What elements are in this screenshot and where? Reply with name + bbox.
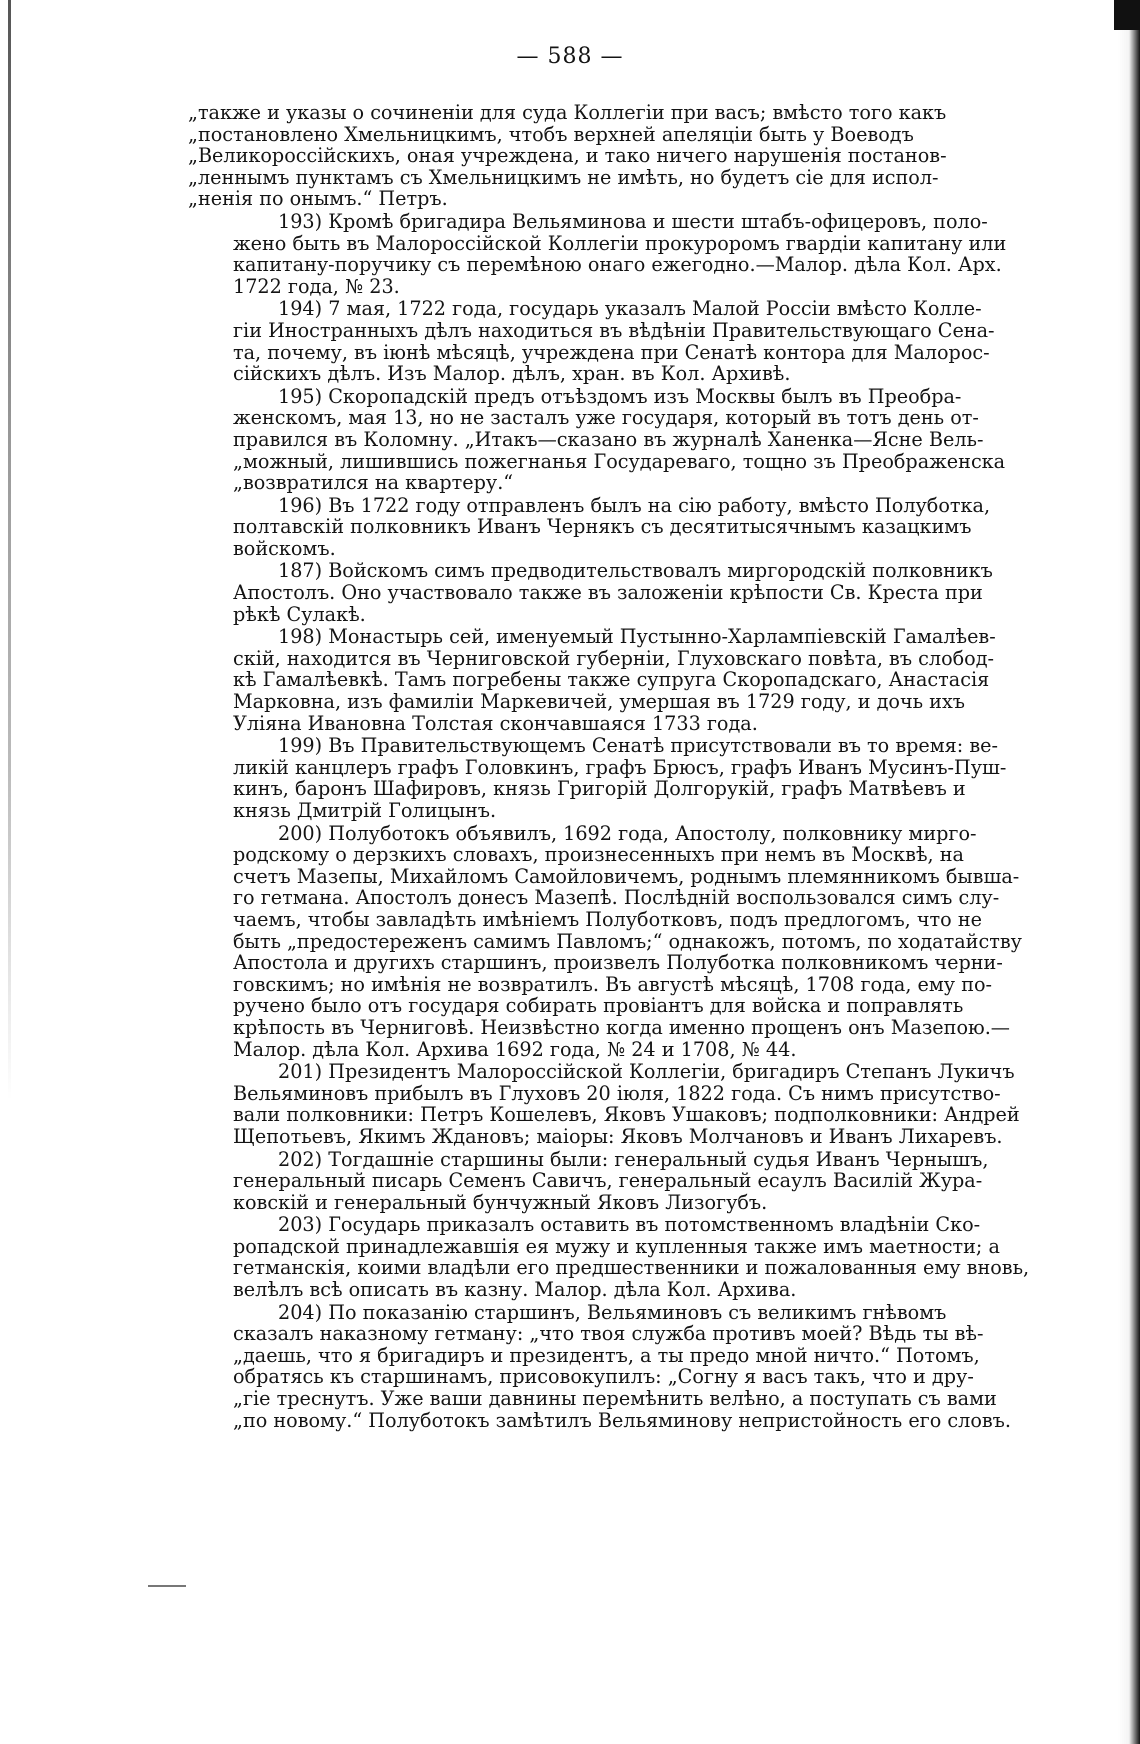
text-line: гетманскія, коими владѣли его предшественники и пожалованныя ему вновь, bbox=[233, 1256, 1030, 1280]
text-line: кѣ Гамалѣевкѣ. Тамъ погребены также супруга Скоропадскаго, Анастасія bbox=[233, 668, 990, 692]
text-line: крѣпость въ Черниговѣ. Неизвѣстно когда именно прощенъ онъ Мазепою.— bbox=[233, 1015, 1010, 1039]
scan-edge-left bbox=[8, 0, 11, 1100]
text-line: „Великороссійскихъ, оная учреждена, и тако ничего нарушенія постанов- bbox=[188, 144, 947, 168]
text-line: князь Дмитрій Голицынъ. bbox=[233, 799, 497, 822]
text-line: генеральный писарь Семенъ Савичъ, генеральный есаулъ Василій Жура- bbox=[233, 1169, 983, 1193]
text-line: родскому о дерзкихъ словахъ, произнесенныхъ при немъ въ Москвѣ, на bbox=[233, 843, 964, 867]
text-line: 195) Скоропадскій предъ отъѣздомъ изъ Москвы былъ въ Преобра- bbox=[278, 384, 962, 408]
footnote-198 bbox=[188, 626, 1069, 734]
text-line: „возвратился на квартеру.“ bbox=[233, 471, 514, 495]
text-line: рѣкѣ Сулакѣ. bbox=[233, 602, 366, 626]
text-line: 187) Войскомъ симъ предводительствовалъ миргородскій полковникъ bbox=[278, 559, 993, 583]
text-line: ручено было отъ государя собирать провіантъ для войска и поправлять bbox=[233, 994, 964, 1018]
text-line: гіи Иностранныхъ дѣлъ находиться въ вѣдѣніи Правительствующаго Сена- bbox=[233, 318, 995, 342]
page-number: — 588 — bbox=[516, 44, 624, 69]
text-line: Марковна, изъ фамиліи Маркевичей, умершая въ 1729 году, и дочь ихъ bbox=[233, 690, 966, 714]
footnote-202 bbox=[188, 1149, 1069, 1214]
text-line: правился въ Коломну. „Итакъ—сказано въ журналѣ Ханенка—Ясне Вель- bbox=[233, 427, 984, 451]
text-line: скій, находится въ Черниговской губерніи, Глуховскаго повѣта, въ слобод- bbox=[233, 646, 995, 670]
text-line: счетъ Мазепы, Михайломъ Самойловичемъ, роднымъ племянникомъ бывша- bbox=[233, 864, 1020, 888]
text-line: „можный, лишившись пожегнанья Государеваго, тощно зъ Преображенска bbox=[233, 449, 1006, 473]
text-line: 204) По показанію старшинъ, Вельяминовъ съ великимъ гнѣвомъ bbox=[278, 1300, 947, 1324]
text-line: быть „предостереженъ самимъ Павломъ;“ однакожъ, потомъ, по ходатайству bbox=[233, 929, 1022, 953]
text-line: та, почему, въ іюнѣ мѣсяцѣ, учреждена при Сенатѣ контора для Малорос- bbox=[233, 340, 990, 364]
footnote-196 bbox=[188, 495, 1069, 560]
text-line: женскомъ, мая 13, но не засталъ уже государя, который въ тотъ день от- bbox=[233, 406, 979, 430]
text-line: Апостола и другихъ старшинъ, произвелъ Полуботка полковникомъ черни- bbox=[233, 951, 1003, 975]
footnote-197 bbox=[188, 560, 1069, 625]
text-line: ропадской принадлежавшія ея мужу и купленныя также имъ маетности; а bbox=[233, 1234, 1000, 1258]
text-line: чаемъ, чтобы завладѣть имѣніемъ Полуботковъ, подъ предлогомъ, что не bbox=[233, 907, 982, 931]
text-line: „также и указы о сочиненіи для суда Коллегіи при васъ; вмѣсто того какъ bbox=[188, 101, 947, 124]
text-line: 198) Монастырь сей, именуемый Пустынно-Харлампіевскій Гамалѣев- bbox=[278, 625, 996, 649]
text-line: кинъ, баронъ Шафировъ, князь Григорій Долгорукій, графъ Матвѣевъ и bbox=[233, 777, 966, 801]
footnote-199 bbox=[188, 735, 1069, 821]
footnote-204 bbox=[188, 1302, 1069, 1432]
text-line: велѣлъ всѣ описать въ казну. Малор. дѣла Кол. Архива. bbox=[233, 1278, 797, 1302]
text-line: полтавскій полковникъ Иванъ Чернякъ съ десятитысячнымъ казацкимъ bbox=[233, 515, 972, 539]
text-line: вали полковники: Петръ Кошелевъ, Яковъ Ушаковъ; подполковники: Андрей bbox=[233, 1103, 1020, 1127]
text-line: ковскій и генеральный бунчужный Яковъ Лизогубъ. bbox=[233, 1190, 768, 1214]
text-line: Апостолъ. Оно участвовало также въ заложеніи крѣпости Св. Креста при bbox=[233, 581, 983, 605]
text-line: 203) Государь приказалъ оставить въ потомственномъ владѣніи Ско- bbox=[278, 1213, 981, 1237]
text-line: жено быть въ Малороссійской Коллегіи прокуроромъ гвардіи капитану или bbox=[233, 231, 1007, 255]
text-line: 194) 7 мая, 1722 года, государь указалъ Малой Россіи вмѣсто Колле- bbox=[278, 297, 982, 321]
continuation-paragraph bbox=[188, 102, 1069, 210]
footnote-194 bbox=[188, 298, 1069, 384]
text-line: „леннымъ пунктамъ съ Хмельницкимъ не имѣть, но будетъ сіе для испол- bbox=[188, 165, 939, 189]
footnote-201 bbox=[188, 1061, 1069, 1147]
text-line: „гіе треснутъ. Уже ваши давнины перемѣнить велѣно, а поступать съ вами bbox=[233, 1387, 997, 1411]
text-line: 199) Въ Правительствующемъ Сенатѣ присутствовали въ то время: ве- bbox=[278, 734, 998, 758]
text-line: Малор. дѣла Кол. Архива 1692 года, № 24 и 1708, № 44. bbox=[233, 1037, 797, 1061]
text-line: го гетмана. Апостолъ донесъ Мазепѣ. Послѣдній воспользовался симъ слу- bbox=[233, 886, 1000, 910]
text-line: сказалъ наказному гетману: „что твоя служба противъ моей? Вѣдь ты вѣ- bbox=[233, 1322, 984, 1346]
text-line: 201) Президентъ Малороссійской Коллегіи, бригадиръ Степанъ Лукичъ bbox=[278, 1060, 1015, 1084]
text-line: 196) Въ 1722 году отправленъ былъ на сію работу, вмѣсто Полуботка, bbox=[278, 493, 991, 517]
text-line: сійскихъ дѣлъ. Изъ Малор. дѣлъ, хран. въ Кол. Архивѣ. bbox=[233, 362, 791, 386]
text-column bbox=[188, 102, 1069, 1431]
scan-edge-right bbox=[1118, 0, 1140, 1744]
text-line: ликій канцлеръ графъ Головкинъ, графъ Брюсъ, графъ Иванъ Мусинъ-Пуш- bbox=[233, 755, 1007, 779]
text-line: „по новому.“ Полуботокъ замѣтилъ Вельяминову непристойность его словъ. bbox=[233, 1408, 1011, 1432]
stray-mark bbox=[148, 1585, 186, 1587]
text-line: „даешь, что я бригадиръ и президентъ, а ты предо мной ничто.“ Потомъ, bbox=[233, 1343, 980, 1367]
scan-corner-shadow bbox=[1114, 0, 1140, 30]
text-line: „постановлено Хмельницкимъ, чтобъ верхней апеляціи быть у Воеводъ bbox=[188, 122, 914, 146]
text-line: Щепотьевъ, Якимъ Ждановъ; маіоры: Яковъ Молчановъ и Иванъ Лихаревъ. bbox=[233, 1124, 1003, 1148]
text-line: 202) Тогдашніе старшины были: генеральный судья Иванъ Чернышъ, bbox=[278, 1147, 989, 1171]
text-line: „ненія по онымъ.“ Петръ. bbox=[188, 187, 448, 211]
text-line: 193) Кромѣ бригадира Вельяминова и шести штабъ-офицеровъ, поло- bbox=[278, 209, 988, 233]
footnote-200 bbox=[188, 823, 1069, 1061]
text-line: войскомъ. bbox=[233, 536, 336, 560]
text-line: Уліяна Ивановна Толстая скончавшаяся 1733 года. bbox=[233, 711, 758, 735]
text-line: 200) Полуботокъ объявилъ, 1692 года, Апостолу, полковнику мирго- bbox=[278, 821, 977, 845]
text-line: обратясь къ старшинамъ, присовокупилъ: „Согну я васъ такъ, что и дру- bbox=[233, 1365, 974, 1389]
footnote-203 bbox=[188, 1214, 1069, 1300]
footnote-195 bbox=[188, 386, 1069, 494]
text-line: капитану-поручику съ перемѣною онаго ежегодно.—Малор. дѣла Кол. Арх. bbox=[233, 253, 1002, 277]
text-line: 1722 года, № 23. bbox=[233, 274, 400, 298]
text-line: говскимъ; но имѣнія не возвратилъ. Въ августѣ мѣсяцѣ, 1708 года, ему по- bbox=[233, 972, 993, 996]
text-line: Вельяминовъ прибылъ въ Глуховъ 20 іюля, 1822 года. Съ нимъ присутство- bbox=[233, 1081, 1001, 1105]
footnote-193 bbox=[188, 211, 1069, 297]
